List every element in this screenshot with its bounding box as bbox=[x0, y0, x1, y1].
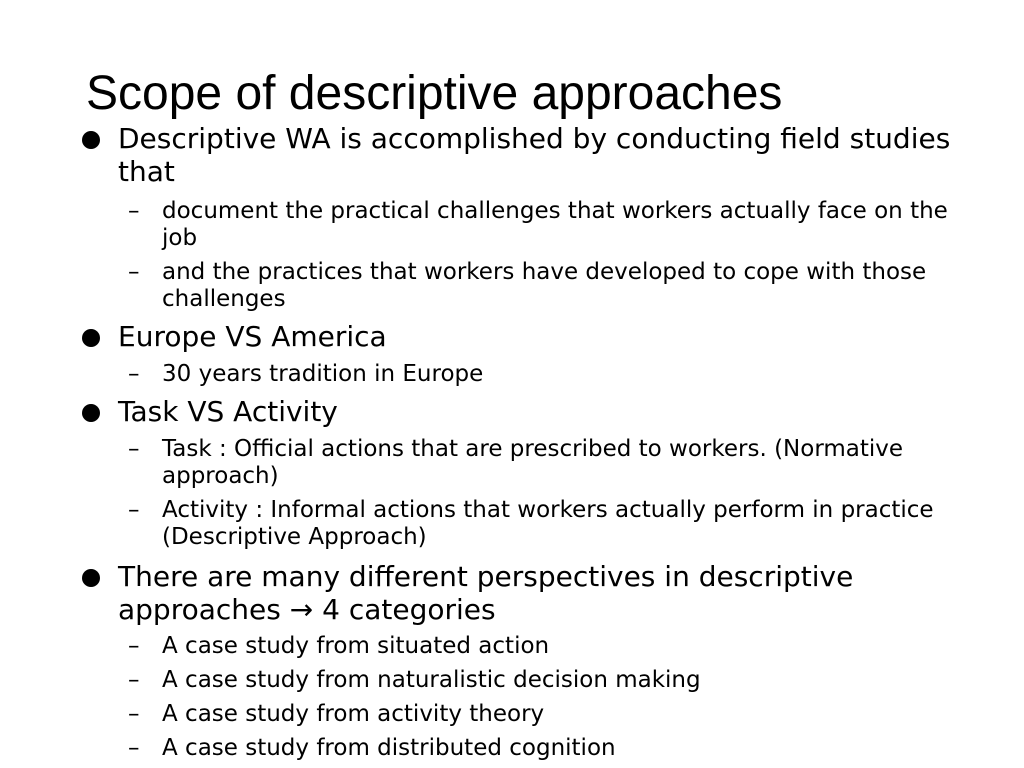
dash-icon: – bbox=[128, 667, 140, 693]
dash-icon: – bbox=[128, 198, 140, 224]
sub-bullet-item bbox=[128, 701, 968, 728]
bullet-dot-icon bbox=[82, 569, 100, 587]
slide-title: Scope of descriptive approaches bbox=[86, 67, 783, 120]
sub-bullet-item bbox=[128, 198, 968, 252]
sub-bullet-item bbox=[128, 633, 968, 660]
sub-bullet-item bbox=[128, 436, 968, 490]
sub-bullet-text: A case study from distributed cognition bbox=[162, 735, 616, 761]
bullet-item bbox=[82, 560, 962, 626]
dash-icon: – bbox=[128, 701, 140, 727]
sub-bullet-text: Task : Official actions that are prescribed to workers. (Normative approach) bbox=[162, 436, 904, 489]
dash-icon: – bbox=[128, 633, 140, 659]
sub-bullet-item bbox=[128, 667, 968, 694]
dash-icon: – bbox=[128, 361, 140, 387]
bullet-dot-icon bbox=[82, 404, 100, 422]
sub-bullet-item bbox=[128, 735, 968, 762]
sub-bullet-text: A case study from activity theory bbox=[162, 701, 545, 727]
dash-icon: – bbox=[128, 735, 140, 761]
bullet-text: Europe VS America bbox=[118, 320, 387, 353]
bullet-item bbox=[82, 122, 962, 188]
sub-bullet-text: 30 years tradition in Europe bbox=[162, 361, 484, 387]
dash-icon: – bbox=[128, 436, 140, 462]
bullet-text: Descriptive WA is accomplished by conducting field studies that bbox=[118, 122, 951, 188]
bullet-dot-icon bbox=[82, 329, 100, 347]
sub-bullet-text: document the practical challenges that workers actually face on the job bbox=[162, 198, 948, 251]
bullet-text: Task VS Activity bbox=[118, 395, 338, 428]
bullet-text: There are many different perspectives in descriptive approaches → 4 categories bbox=[118, 560, 854, 626]
sub-bullet-text: and the practices that workers have developed to cope with those challenges bbox=[162, 259, 927, 312]
sub-bullet-text: Activity : Informal actions that workers actually perform in practice (Descriptive Approach) bbox=[162, 497, 934, 550]
sub-bullet-item bbox=[128, 361, 968, 388]
sub-bullet-text: A case study from naturalistic decision making bbox=[162, 667, 701, 693]
sub-bullet-item bbox=[128, 259, 968, 313]
sub-bullet-text: A case study from situated action bbox=[162, 633, 550, 659]
bullet-item bbox=[82, 395, 962, 428]
bullet-dot-icon bbox=[82, 131, 100, 149]
dash-icon: – bbox=[128, 259, 140, 285]
sub-bullet-item bbox=[128, 497, 968, 551]
dash-icon: – bbox=[128, 497, 140, 523]
bullet-item bbox=[82, 320, 962, 353]
